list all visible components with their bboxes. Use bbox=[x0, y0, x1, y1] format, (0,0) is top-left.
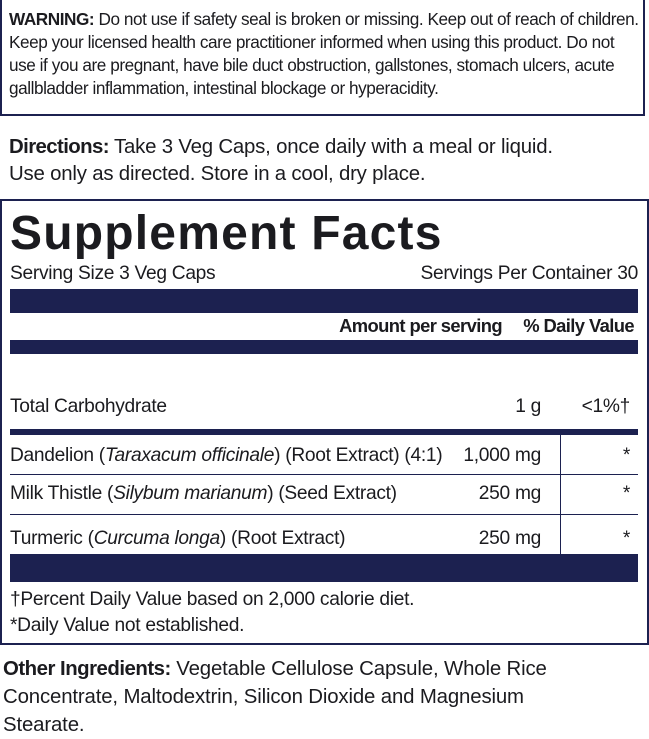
directions-line-1: Take 3 Veg Caps, once daily with a meal or liquid. bbox=[108, 136, 553, 158]
other-ingredients-line-1: Vegetable Cellulose Capsule, Whole Rice bbox=[170, 658, 547, 680]
ingredient-daily-value: * bbox=[622, 528, 630, 549]
nutrient-name: Total Carbohydrate bbox=[10, 396, 167, 417]
other-ingredients-label: Other Ingredients: bbox=[3, 658, 171, 680]
thick-divider-bottom bbox=[10, 554, 638, 582]
other-ingredients-line-2: Concentrate, Maltodextrin, Silicon Dioxide and Magnesium bbox=[3, 686, 524, 708]
ingredient-amount: 250 mg bbox=[478, 483, 541, 504]
servings-per-container: Servings Per Container 30 bbox=[420, 263, 638, 284]
ingredient-name: Turmeric (Curcuma longa) (Root Extract) bbox=[10, 528, 346, 549]
directions-line-2: Use only as directed. Store in a cool, dry place. bbox=[9, 163, 426, 185]
header-amount-per-serving: Amount per serving bbox=[339, 315, 502, 336]
thick-divider-header bbox=[10, 340, 638, 354]
warning-line-1: Do not use if safety seal is broken or missing. Keep out of reach of children. bbox=[94, 9, 639, 29]
footnote-percent-daily-value: †Percent Daily Value based on 2,000 calorie diet. bbox=[10, 589, 415, 610]
directions bbox=[9, 134, 639, 188]
warning-label: WARNING: bbox=[9, 9, 95, 29]
row-divider bbox=[10, 474, 638, 475]
nutrient-amount: 1 g bbox=[515, 396, 541, 417]
ingredient-amount: 1,000 mg bbox=[463, 445, 541, 466]
warning-text bbox=[9, 8, 639, 100]
directions-label: Directions: bbox=[9, 136, 109, 158]
serving-size: Serving Size 3 Veg Caps bbox=[10, 263, 216, 284]
header-daily-value: % Daily Value bbox=[523, 315, 634, 336]
ingredient-daily-value: * bbox=[622, 483, 630, 504]
warning-line-3: use if you are pregnant, have bile duct obstruction, gallstones, stomach ulcers, acute bbox=[9, 55, 615, 75]
thick-divider-top bbox=[10, 289, 638, 313]
warning-line-4: gallbladder inflammation, intestinal blockage or hyperacidity. bbox=[9, 78, 439, 98]
medium-divider bbox=[10, 429, 638, 435]
nutrient-daily-value: <1%† bbox=[581, 396, 630, 417]
other-ingredients-line-3: Stearate. bbox=[3, 714, 85, 736]
ingredient-name: Milk Thistle (Silybum marianum) (Seed Extract) bbox=[10, 483, 397, 504]
ingredient-name: Dandelion (Taraxacum officinale) (Root Extract) (4:1) bbox=[10, 445, 443, 466]
warning-line-2: Keep your licensed health care practitioner informed when using this product. Do not bbox=[9, 32, 615, 52]
ingredient-amount: 250 mg bbox=[478, 528, 541, 549]
supplement-facts-title: Supplement Facts bbox=[10, 207, 443, 260]
other-ingredients bbox=[3, 655, 643, 739]
footnote-daily-value-not-established: *Daily Value not established. bbox=[10, 615, 245, 636]
row-divider bbox=[10, 514, 638, 515]
ingredient-daily-value: * bbox=[622, 445, 630, 466]
column-divider bbox=[560, 435, 561, 554]
